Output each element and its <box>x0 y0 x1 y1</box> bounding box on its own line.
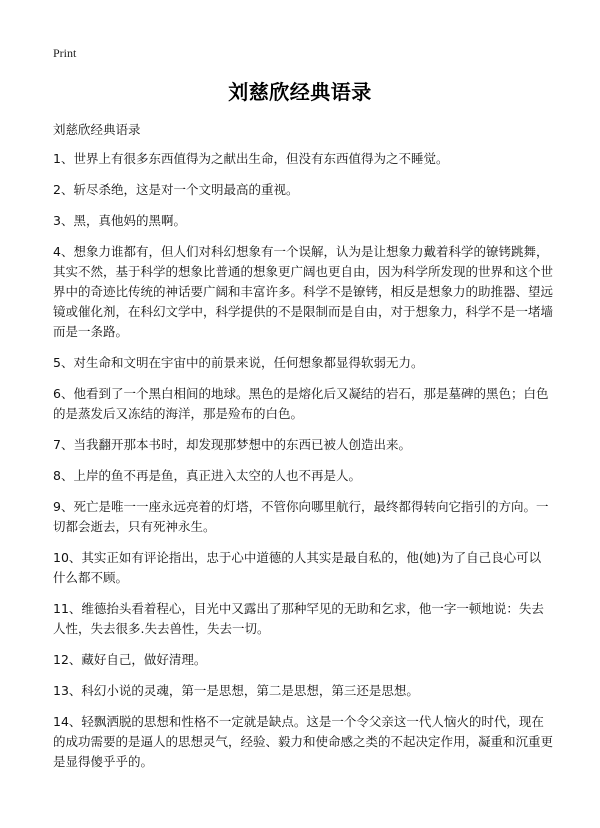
quote-item-4: 4、想象力谁都有，但人们对科幻想象有一个误解，认为是让想象力戴着科学的镣铐跳舞，其实不然，基于科学的想象比普通的想象更广阔也更自由，因为科学所发现的世界和这个世界中的奇迹比传统的神话要广阔和丰富许多。科学不是镣铐，相反是想象力的助推器、望远镜或催化剂，在科幻文学中，科学提供的不是限制而是自由，对于想象力，科学不是一堵墙而是一条路。 <box>53 244 554 339</box>
document-subtitle: 刘慈欣经典语录 <box>53 122 141 137</box>
quote-item-6: 6、他看到了一个黑白相间的地球。黑色的是熔化后又凝结的岩石，那是墓碑的黑色；白色的是蒸发后又冻结的海洋，那是殓布的白色。 <box>53 386 549 421</box>
quote-item-2: 2、斩尽杀绝，这是对一个文明最高的重视。 <box>53 182 299 197</box>
page-title: 刘慈欣经典语录 <box>228 80 372 104</box>
quote-item-3: 3、黑，真他妈的黑啊。 <box>53 213 186 228</box>
quote-item-11: 11、维德抬头看着程心，目光中又露出了那种罕见的无助和乞求，他一字一顿地说：失去人性，失去很多.失去兽性，失去一切。 <box>53 601 544 636</box>
quote-item-12: 12、藏好自己，做好清理。 <box>53 652 207 667</box>
quote-list <box>53 149 553 783</box>
quote-item-10: 10、其实正如有评论指出，忠于心中道德的人其实是最自私的，他(她)为了自己良心可以什么都不顾。 <box>53 550 542 585</box>
quote-item-9: 9、死亡是唯一一座永远亮着的灯塔，不管你向哪里航行，最终都得转向它指引的方向。一切都会逝去，只有死神永生。 <box>53 499 549 534</box>
quote-item-13: 13、科幻小说的灵魂，第一是思想，第二是思想，第三还是思想。 <box>53 683 419 698</box>
quote-item-7: 7、当我翻开那本书时，却发现那梦想中的东西已被人创造出来。 <box>53 437 411 452</box>
quote-item-14: 14、轻飘洒脱的思想和性格不一定就是缺点。这是一个令父亲这一代人恼火的时代，现在的成功需要的是逼人的思想灵气，经验、毅力和使命感之类的不起决定作用，凝重和沉重更是显得傻乎乎的。 <box>53 714 554 769</box>
quote-item-5: 5、对生命和文明在宇宙中的前景来说，任何想象都显得软弱无力。 <box>53 355 424 370</box>
print-link[interactable]: Print <box>53 46 77 60</box>
quote-item-8: 8、上岸的鱼不再是鱼，真正进入太空的人也不再是人。 <box>53 468 361 483</box>
quote-item-1: 1、世界上有很多东西值得为之献出生命，但没有东西值得为之不睡觉。 <box>53 151 449 166</box>
